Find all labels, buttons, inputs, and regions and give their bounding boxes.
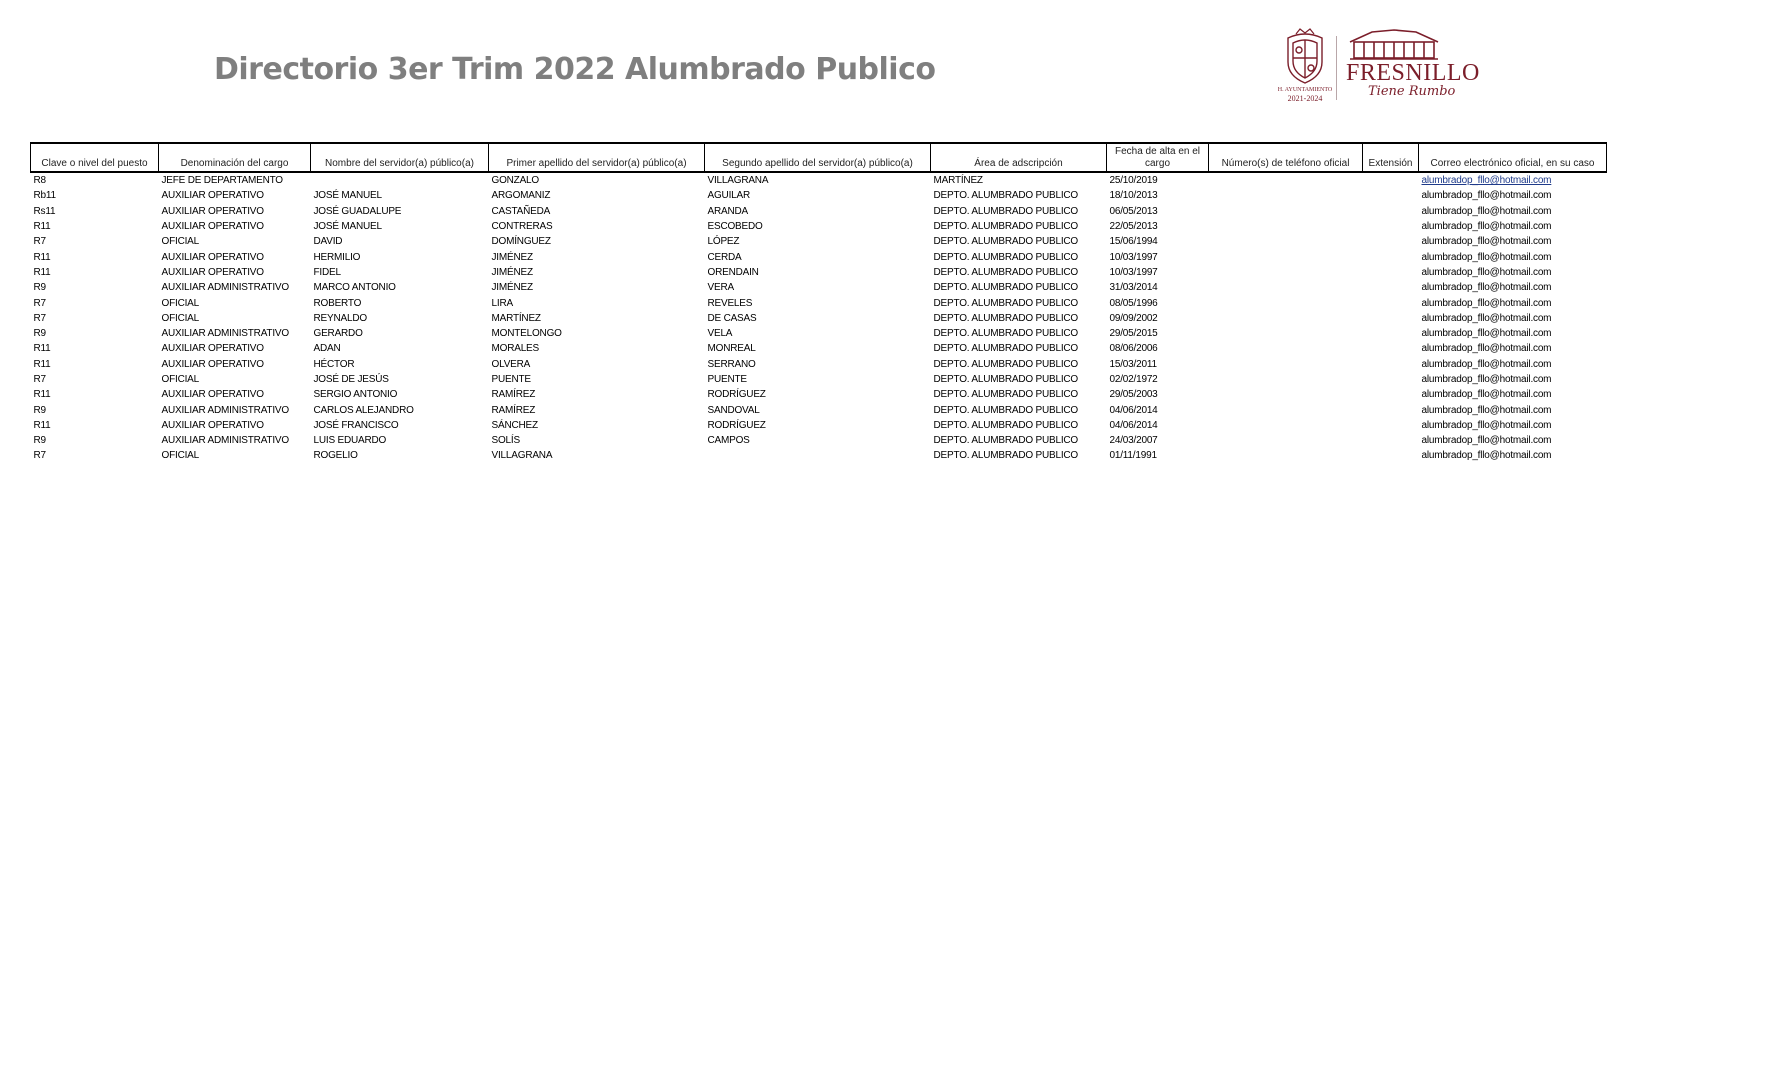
- segundo-apellido-cell: ARANDA: [707, 205, 748, 217]
- email-link[interactable]: alumbradop_fllo@hotmail.com: [1421, 175, 1552, 187]
- segundo-apellido-cell: DE CASAS: [707, 312, 757, 324]
- nombre-cell: CARLOS ALEJANDRO: [313, 404, 414, 416]
- nombre-cell: DAVID: [313, 236, 343, 248]
- nombre-cell: JOSÉ GUADALUPE: [313, 205, 402, 217]
- table-row: [31, 234, 1607, 249]
- area-cell: DEPTO. ALUMBRADO PUBLICO: [933, 358, 1078, 370]
- primer-apellido-cell: SOLÍS: [491, 435, 520, 447]
- correo-cell: alumbradop_fllo@hotmail.com: [1421, 435, 1552, 447]
- primer-apellido-cell: CONTRERAS: [491, 221, 553, 233]
- column-header: Clave o nivel del puesto: [31, 143, 159, 172]
- correo-cell: alumbradop_fllo@hotmail.com: [1421, 374, 1552, 385]
- primer-apellido-cell: MORALES: [491, 343, 540, 355]
- correo-cell: alumbradop_fllo@hotmail.com: [1421, 205, 1552, 217]
- correo-cell: alumbradop_fllo@hotmail.com: [1421, 251, 1552, 263]
- extension-cell: [1363, 402, 1419, 417]
- cargo-cell: AUXILIAR OPERATIVO: [161, 419, 264, 431]
- table-row: [31, 265, 1607, 280]
- area-cell: DEPTO. ALUMBRADO PUBLICO: [933, 236, 1078, 248]
- fecha-alta-cell: 10/03/1997: [1109, 251, 1158, 263]
- area-cell: DEPTO. ALUMBRADO PUBLICO: [933, 435, 1078, 447]
- table-row: [31, 326, 1607, 341]
- clave-cell: R7: [33, 450, 46, 462]
- area-cell: DEPTO. ALUMBRADO PUBLICO: [933, 190, 1078, 202]
- clave-cell: R9: [33, 404, 46, 416]
- fecha-alta-cell: 02/02/1972: [1109, 374, 1158, 385]
- nombre-cell: HÉCTOR: [313, 358, 355, 370]
- table-row: [31, 448, 1607, 463]
- segundo-apellido-cell: MONREAL: [707, 343, 756, 355]
- segundo-apellido-cell: [705, 448, 931, 463]
- fecha-alta-cell: 08/05/1996: [1109, 297, 1158, 309]
- extension-cell: [1363, 387, 1419, 402]
- correo-cell: alumbradop_fllo@hotmail.com: [1421, 343, 1552, 355]
- telefono-cell: [1209, 249, 1363, 264]
- extension-cell: [1363, 448, 1419, 463]
- correo-cell: alumbradop_fllo@hotmail.com: [1421, 236, 1552, 248]
- extension-cell: [1363, 280, 1419, 295]
- clave-cell: R11: [33, 251, 51, 263]
- extension-cell: [1363, 341, 1419, 356]
- column-header: Área de adscripción: [931, 143, 1107, 172]
- segundo-apellido-cell: RODRÍGUEZ: [707, 419, 766, 431]
- clave-cell: R7: [33, 236, 46, 248]
- table-row: [31, 295, 1607, 310]
- fecha-alta-cell: 24/03/2007: [1109, 435, 1158, 447]
- segundo-apellido-cell: RODRÍGUEZ: [707, 389, 766, 401]
- extension-cell: [1363, 433, 1419, 448]
- fecha-alta-cell: 01/11/1991: [1109, 450, 1157, 462]
- nombre-cell: HERMILIO: [313, 251, 361, 263]
- nombre-cell: JOSÉ MANUEL: [313, 190, 382, 202]
- fecha-alta-cell: 29/05/2003: [1109, 389, 1158, 401]
- table-row: [31, 433, 1607, 448]
- primer-apellido-cell: CASTAÑEDA: [491, 205, 551, 217]
- fecha-alta-cell: 06/05/2013: [1109, 205, 1158, 217]
- nombre-cell: LUIS EDUARDO: [313, 435, 387, 447]
- correo-cell: alumbradop_fllo@hotmail.com: [1421, 328, 1552, 340]
- table-row: [31, 402, 1607, 417]
- telefono-cell: [1209, 433, 1363, 448]
- directory-body: [31, 172, 1607, 464]
- extension-cell: [1363, 311, 1419, 326]
- nombre-cell: GERARDO: [313, 328, 363, 340]
- area-cell: DEPTO. ALUMBRADO PUBLICO: [933, 404, 1078, 416]
- fresnillo-logo: [1274, 28, 1480, 106]
- extension-cell: [1363, 234, 1419, 249]
- area-cell: MARTÍNEZ: [933, 175, 983, 187]
- nombre-cell: JOSÉ DE JESÚS: [313, 374, 389, 385]
- clave-cell: Rs11: [33, 205, 56, 217]
- telefono-cell: [1209, 295, 1363, 310]
- correo-cell: alumbradop_fllo@hotmail.com: [1421, 358, 1552, 370]
- brand-name: FRESNILLO: [1346, 60, 1480, 86]
- fecha-alta-cell: 22/05/2013: [1109, 221, 1158, 233]
- ayuntamiento-label: H. AYUNTAMIENTO: [1277, 87, 1333, 93]
- clave-cell: R11: [33, 221, 51, 233]
- clave-cell: R11: [33, 419, 51, 431]
- segundo-apellido-cell: SERRANO: [707, 358, 756, 370]
- table-row: [31, 357, 1607, 372]
- fecha-alta-cell: 04/06/2014: [1109, 404, 1158, 416]
- fecha-alta-cell: 15/03/2011: [1109, 358, 1157, 370]
- telefono-cell: [1209, 357, 1363, 372]
- primer-apellido-cell: JIMÉNEZ: [491, 266, 533, 278]
- clave-cell: R7: [33, 312, 46, 324]
- cargo-cell: OFICIAL: [161, 374, 199, 385]
- cargo-cell: OFICIAL: [161, 312, 199, 324]
- fecha-alta-cell: 10/03/1997: [1109, 266, 1158, 278]
- correo-cell: alumbradop_fllo@hotmail.com: [1421, 190, 1552, 202]
- cargo-cell: AUXILIAR OPERATIVO: [161, 190, 264, 202]
- area-cell: DEPTO. ALUMBRADO PUBLICO: [933, 221, 1078, 233]
- column-header: Número(s) de teléfono oficial: [1209, 143, 1363, 172]
- nombre-cell: REYNALDO: [313, 312, 367, 324]
- segundo-apellido-cell: LÓPEZ: [707, 236, 740, 248]
- segundo-apellido-cell: SANDOVAL: [707, 404, 760, 416]
- logo-divider: [1336, 36, 1337, 100]
- clave-cell: R9: [33, 435, 46, 447]
- extension-cell: [1363, 357, 1419, 372]
- clave-cell: R7: [33, 297, 46, 309]
- segundo-apellido-cell: PUENTE: [707, 374, 747, 385]
- cargo-cell: JEFE DE DEPARTAMENTO: [161, 175, 283, 187]
- telefono-cell: [1209, 402, 1363, 417]
- clave-cell: Rb11: [33, 190, 56, 202]
- area-cell: DEPTO. ALUMBRADO PUBLICO: [933, 374, 1078, 385]
- nombre-cell: [311, 172, 489, 188]
- area-cell: DEPTO. ALUMBRADO PUBLICO: [933, 389, 1078, 401]
- telefono-cell: [1209, 219, 1363, 234]
- segundo-apellido-cell: ESCOBEDO: [707, 221, 763, 233]
- column-header: Denominación del cargo: [159, 143, 311, 172]
- table-row: [31, 418, 1607, 433]
- table-row: [31, 188, 1607, 203]
- clave-cell: R9: [33, 328, 46, 340]
- telefono-cell: [1209, 418, 1363, 433]
- fecha-alta-cell: 08/06/2006: [1109, 343, 1158, 355]
- table-row: [31, 204, 1607, 219]
- nombre-cell: ROBERTO: [313, 297, 362, 309]
- primer-apellido-cell: RAMÍREZ: [491, 404, 536, 416]
- correo-cell: alumbradop_fllo@hotmail.com: [1421, 404, 1552, 416]
- column-header: Extensión: [1363, 143, 1419, 172]
- area-cell: DEPTO. ALUMBRADO PUBLICO: [933, 312, 1078, 324]
- cargo-cell: OFICIAL: [161, 297, 199, 309]
- column-header: Correo electrónico oficial, en su caso: [1419, 143, 1607, 172]
- telefono-cell: [1209, 280, 1363, 295]
- primer-apellido-cell: RAMÍREZ: [491, 389, 536, 401]
- table-row: [31, 311, 1607, 326]
- primer-apellido-cell: SÁNCHEZ: [491, 419, 538, 431]
- clave-cell: R11: [33, 343, 51, 355]
- segundo-apellido-cell: VILLAGRANA: [707, 175, 769, 187]
- table-row: [31, 372, 1607, 387]
- clave-cell: R11: [33, 266, 51, 278]
- fecha-alta-cell: 29/05/2015: [1109, 328, 1158, 340]
- segundo-apellido-cell: CAMPOS: [707, 435, 750, 447]
- primer-apellido-cell: OLVERA: [491, 358, 531, 370]
- cargo-cell: AUXILIAR OPERATIVO: [161, 205, 264, 217]
- primer-apellido-cell: JIMÉNEZ: [491, 282, 533, 294]
- telefono-cell: [1209, 372, 1363, 387]
- area-cell: DEPTO. ALUMBRADO PUBLICO: [933, 251, 1078, 263]
- table-row: [31, 341, 1607, 356]
- cargo-cell: AUXILIAR OPERATIVO: [161, 221, 264, 233]
- area-cell: DEPTO. ALUMBRADO PUBLICO: [933, 266, 1078, 278]
- correo-cell: alumbradop_fllo@hotmail.com: [1421, 312, 1552, 324]
- area-cell: DEPTO. ALUMBRADO PUBLICO: [933, 343, 1078, 355]
- extension-cell: [1363, 249, 1419, 264]
- cargo-cell: AUXILIAR ADMINISTRATIVO: [161, 282, 289, 294]
- column-header: Nombre del servidor(a) público(a): [311, 143, 489, 172]
- correo-cell: alumbradop_fllo@hotmail.com: [1421, 266, 1552, 278]
- area-cell: DEPTO. ALUMBRADO PUBLICO: [933, 297, 1078, 309]
- nombre-cell: MARCO ANTONIO: [313, 282, 396, 294]
- column-header: Fecha de alta en el cargo: [1107, 143, 1209, 172]
- extension-cell: [1363, 418, 1419, 433]
- extension-cell: [1363, 326, 1419, 341]
- correo-cell: alumbradop_fllo@hotmail.com: [1421, 221, 1552, 233]
- table-row: [31, 219, 1607, 234]
- segundo-apellido-cell: CERDA: [707, 251, 742, 263]
- segundo-apellido-cell: VELA: [707, 328, 733, 340]
- nombre-cell: ROGELIO: [313, 450, 358, 462]
- primer-apellido-cell: VILLAGRANA: [491, 450, 553, 462]
- cargo-cell: AUXILIAR ADMINISTRATIVO: [161, 435, 289, 447]
- cargo-cell: AUXILIAR OPERATIVO: [161, 343, 264, 355]
- term-years-label: 2021-2024: [1287, 94, 1323, 103]
- cargo-cell: OFICIAL: [161, 236, 199, 248]
- correo-cell: alumbradop_fllo@hotmail.com: [1421, 419, 1552, 431]
- brand-slogan: Tiene Rumbo: [1368, 84, 1456, 99]
- primer-apellido-cell: MARTÍNEZ: [491, 312, 541, 324]
- segundo-apellido-cell: ORENDAIN: [707, 266, 759, 278]
- area-cell: DEPTO. ALUMBRADO PUBLICO: [933, 450, 1078, 462]
- column-header: Segundo apellido del servidor(a) público(a): [705, 143, 931, 172]
- table-row: [31, 249, 1607, 264]
- table-row: [31, 172, 1607, 188]
- cargo-cell: AUXILIAR ADMINISTRATIVO: [161, 328, 289, 340]
- area-cell: DEPTO. ALUMBRADO PUBLICO: [933, 419, 1078, 431]
- telefono-cell: [1209, 341, 1363, 356]
- nombre-cell: ADAN: [313, 343, 341, 355]
- primer-apellido-cell: LIRA: [491, 297, 513, 309]
- primer-apellido-cell: MONTELONGO: [491, 328, 562, 340]
- extension-cell: [1363, 204, 1419, 219]
- fecha-alta-cell: 25/10/2019: [1109, 175, 1158, 187]
- fecha-alta-cell: 31/03/2014: [1109, 282, 1158, 294]
- fecha-alta-cell: 04/06/2014: [1109, 419, 1158, 431]
- segundo-apellido-cell: REVELES: [707, 297, 753, 309]
- extension-cell: [1363, 172, 1419, 188]
- cargo-cell: AUXILIAR OPERATIVO: [161, 389, 264, 401]
- table-row: [31, 387, 1607, 402]
- clave-cell: R8: [33, 175, 46, 187]
- primer-apellido-cell: ARGOMANIZ: [491, 190, 551, 202]
- area-cell: DEPTO. ALUMBRADO PUBLICO: [933, 328, 1078, 340]
- cargo-cell: OFICIAL: [161, 450, 199, 462]
- clave-cell: R11: [33, 389, 51, 401]
- telefono-cell: [1209, 448, 1363, 463]
- telefono-cell: [1209, 387, 1363, 402]
- table-row: [31, 280, 1607, 295]
- nombre-cell: SERGIO ANTONIO: [313, 389, 398, 401]
- fecha-alta-cell: 09/09/2002: [1109, 312, 1158, 324]
- extension-cell: [1363, 188, 1419, 203]
- document-title: Directorio 3er Trim 2022 Alumbrado Publico: [214, 52, 936, 87]
- primer-apellido-cell: JIMÉNEZ: [491, 251, 533, 263]
- telefono-cell: [1209, 172, 1363, 188]
- extension-cell: [1363, 372, 1419, 387]
- primer-apellido-cell: DOMÍNGUEZ: [491, 236, 551, 248]
- clave-cell: R11: [33, 358, 51, 370]
- directory-table: [30, 142, 1607, 464]
- extension-cell: [1363, 219, 1419, 234]
- telefono-cell: [1209, 204, 1363, 219]
- area-cell: DEPTO. ALUMBRADO PUBLICO: [933, 282, 1078, 294]
- telefono-cell: [1209, 326, 1363, 341]
- correo-cell: alumbradop_fllo@hotmail.com: [1421, 450, 1552, 462]
- correo-cell: alumbradop_fllo@hotmail.com: [1421, 282, 1552, 294]
- telefono-cell: [1209, 188, 1363, 203]
- fecha-alta-cell: 15/06/1994: [1109, 236, 1158, 248]
- cargo-cell: AUXILIAR OPERATIVO: [161, 358, 264, 370]
- correo-cell: alumbradop_fllo@hotmail.com: [1421, 389, 1552, 401]
- cargo-cell: AUXILIAR ADMINISTRATIVO: [161, 404, 289, 416]
- area-cell: DEPTO. ALUMBRADO PUBLICO: [933, 205, 1078, 217]
- clave-cell: R7: [33, 374, 46, 385]
- primer-apellido-cell: PUENTE: [491, 374, 531, 385]
- correo-cell: [1419, 172, 1607, 188]
- nombre-cell: JOSÉ FRANCISCO: [313, 419, 399, 431]
- column-header: Primer apellido del servidor(a) público(a): [489, 143, 705, 172]
- segundo-apellido-cell: VERA: [707, 282, 734, 294]
- primer-apellido-cell: GONZALO: [491, 175, 539, 187]
- cargo-cell: AUXILIAR OPERATIVO: [161, 266, 264, 278]
- fecha-alta-cell: 18/10/2013: [1109, 190, 1158, 202]
- extension-cell: [1363, 265, 1419, 280]
- telefono-cell: [1209, 265, 1363, 280]
- segundo-apellido-cell: AGUILAR: [707, 190, 751, 202]
- correo-cell: alumbradop_fllo@hotmail.com: [1421, 297, 1552, 309]
- nombre-cell: FIDEL: [313, 266, 341, 278]
- nombre-cell: JOSÉ MANUEL: [313, 221, 382, 233]
- header-row: [31, 143, 1607, 172]
- extension-cell: [1363, 295, 1419, 310]
- telefono-cell: [1209, 311, 1363, 326]
- cargo-cell: AUXILIAR OPERATIVO: [161, 251, 264, 263]
- telefono-cell: [1209, 234, 1363, 249]
- clave-cell: R9: [33, 282, 46, 294]
